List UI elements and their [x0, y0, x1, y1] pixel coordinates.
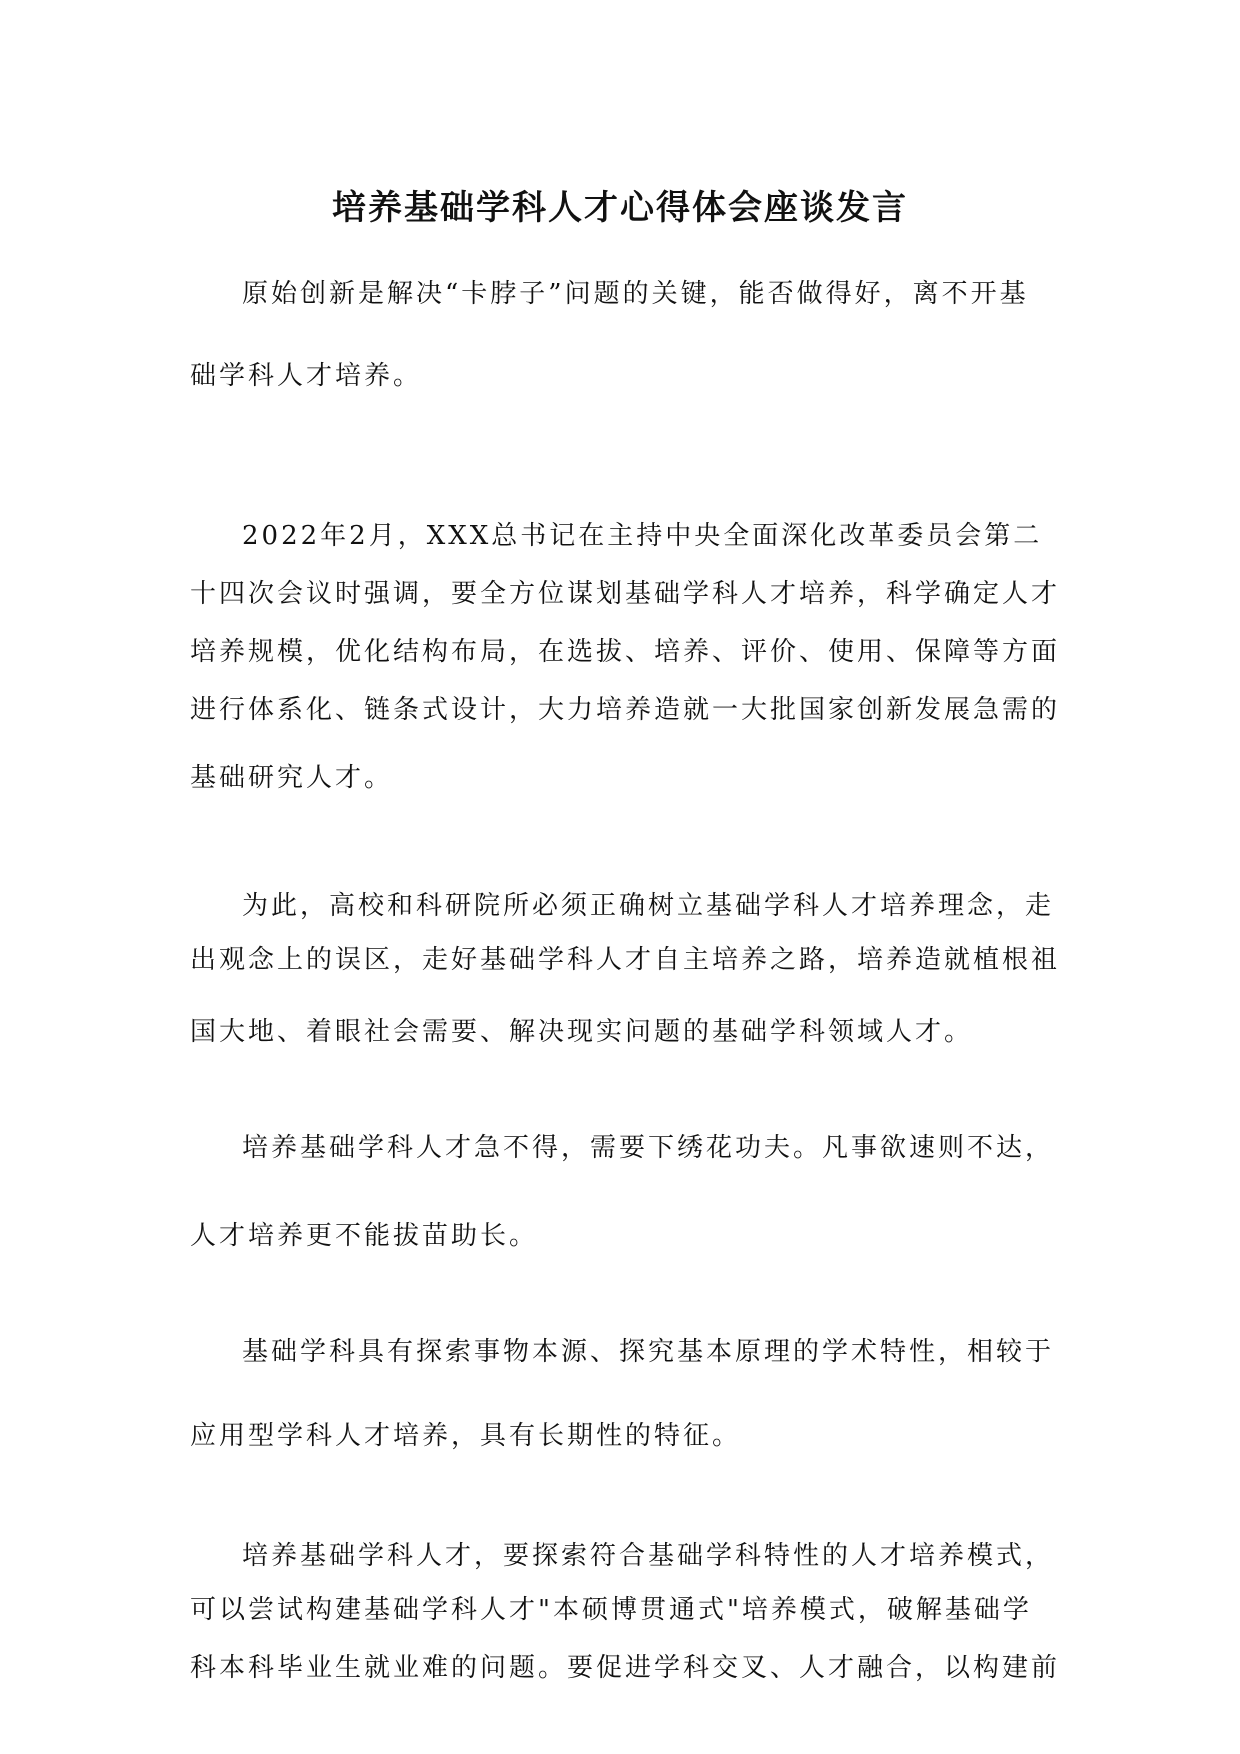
- paragraph-2-line-2: 十四次会议时强调，要全方位谋划基础学科人才培养，科学确定人才: [190, 579, 1061, 609]
- paragraph-3-line-1: 为此，高校和科研院所必须正确树立基础学科人才培养理念，走: [242, 891, 1055, 921]
- paragraph-2-line-1: 2022年2月，XXX总书记在主持中央全面深化改革委员会第二: [242, 521, 1043, 551]
- paragraph-3-line-3: 国大地、着眼社会需要、解决现实问题的基础学科领域人才。: [190, 1017, 974, 1047]
- paragraph-5-line-2: 应用型学科人才培养，具有长期性的特征。: [190, 1421, 742, 1451]
- paragraph-4-line-2: 人才培养更不能拔苗助长。: [190, 1221, 539, 1251]
- paragraph-3-line-2: 出观念上的误区，走好基础学科人才自主培养之路，培养造就植根祖: [190, 945, 1061, 975]
- paragraph-1-line-2: 础学科人才培养。: [190, 361, 423, 391]
- paragraph-2-line-4: 进行体系化、链条式设计，大力培养造就一大批国家创新发展急需的: [190, 695, 1061, 725]
- paragraph-2-line-5: 基础研究人才。: [190, 763, 394, 793]
- paragraph-6-line-1: 培养基础学科人才，要探索符合基础学科特性的人才培养模式，: [242, 1541, 1055, 1571]
- paragraph-5-line-1: 基础学科具有探索事物本源、探究基本原理的学术特性，相较于: [242, 1337, 1055, 1367]
- paragraph-4-line-1: 培养基础学科人才急不得，需要下绣花功夫。凡事欲速则不达，: [242, 1133, 1055, 1163]
- paragraph-1-line-1: 原始创新是解决“卡脖子”问题的关键，能否做得好，离不开基: [242, 279, 1029, 309]
- paragraph-2-line-3: 培养规模，优化结构布局，在选拔、培养、评价、使用、保障等方面: [190, 637, 1061, 667]
- paragraph-6-line-3: 科本科毕业生就业难的问题。要促进学科交叉、人才融合，以构建前: [190, 1653, 1061, 1683]
- document-title: 培养基础学科人才心得体会座谈发言: [332, 188, 908, 228]
- paragraph-6-line-2: 可以尝试构建基础学科人才"本硕博贯通式"培养模式，破解基础学: [190, 1595, 1032, 1625]
